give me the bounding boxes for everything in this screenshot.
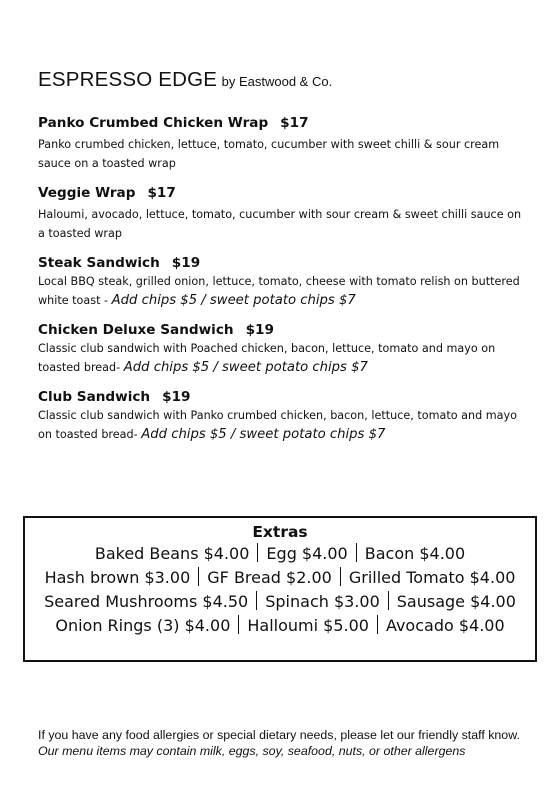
menu-item-price: $17 [280,115,309,131]
menu-item-name: Chicken Deluxe Sandwich [38,322,234,338]
extras-divider [388,591,389,610]
extras-divider [256,591,257,610]
extras-divider [238,615,239,634]
menu-item-price: $17 [147,185,176,201]
menu-item-addon: Add chips $5 / sweet potato chips $7 [141,427,386,442]
menu-items [38,114,528,455]
menu-item-description: Haloumi, avocado, lettuce, tomato, cucumber with sour cream & sweet chilli sauce on a toasted wrap [38,208,522,240]
menu-item-name: Club Sandwich [38,389,151,405]
extras-divider [198,567,199,586]
menu-item [38,184,528,243]
menu-item-description [38,339,528,377]
menu-item-name: Veggie Wrap [38,185,136,201]
extras-item: Seared Mushrooms $4.50 [44,592,249,611]
menu-item-heading [38,114,528,132]
menu-item-description-text: Classic club sandwich with Poached chicken, bacon, lettuce, tomato and mayo on toasted bread- [38,342,496,374]
extras-divider [257,543,258,562]
menu-item-addon: Add chips $5 / sweet potato chips $7 [123,360,368,375]
extras-item: Onion Rings (3) $4.00 [55,616,231,635]
extras-row [25,566,535,590]
extras-box [23,516,537,662]
menu-item-heading [38,388,528,406]
extras-item: Egg $4.00 [266,544,348,563]
extras-item: GF Bread $2.00 [207,568,332,587]
menu-item [38,388,528,444]
extras-divider [356,543,357,562]
menu-item-heading [38,321,528,339]
menu-item-price: $19 [162,389,191,405]
menu-item-description: Panko crumbed chicken, lettuce, tomato, cucumber with sweet chilli & sour cream sauce on a toasted wrap [38,138,500,170]
extras-item: Sausage $4.00 [396,592,516,611]
extras-item: Hash brown $3.00 [44,568,191,587]
allergy-notice-text: If you have any food allergies or special dietary needs, please let our friendly staff know. [38,728,520,742]
menu-item [38,254,528,310]
extras-row [25,542,535,566]
extras-divider [340,567,341,586]
extras-divider [377,615,378,634]
extras-row [25,590,535,614]
menu-item-description-text: Local BBQ steak, grilled onion, lettuce, tomato, cheese with tomato relish on buttered white toast - [38,275,520,307]
menu-item-name: Panko Crumbed Chicken Wrap [38,115,269,131]
extras-item: Avocado $4.00 [385,616,505,635]
menu-item-price: $19 [171,255,201,271]
extras-item: Grilled Tomato $4.00 [348,568,516,587]
extras-title: Extras [252,523,308,541]
extras-item: Baked Beans $4.00 [94,544,250,563]
allergy-notice [38,728,528,759]
extras-item: Bacon $4.00 [364,544,466,563]
extras-item: Halloumi $5.00 [247,616,369,635]
menu-item-description [38,272,528,310]
menu-item-price: $19 [245,322,274,338]
brand-name: ESPRESSO EDGE [38,68,218,91]
extras-row [25,614,535,638]
allergy-notice-warning: Our menu items may contain milk, eggs, soy, seafood, nuts, or other allergens [38,743,466,758]
menu-item-description-text: Classic club sandwich with Panko crumbed chicken, bacon, lettuce, tomato and mayo on toasted bread- [38,409,517,441]
menu-item-heading [38,184,528,202]
menu-item [38,114,528,173]
menu-item-heading [38,254,528,272]
menu-item [38,321,528,377]
menu-item-addon: Add chips $5 / sweet potato chips $7 [111,293,356,308]
extras-item: Spinach $3.00 [265,592,380,611]
brand-byline: by Eastwood & Co. [221,74,333,89]
menu-item-name: Steak Sandwich [38,255,160,271]
menu-item-description [38,406,528,444]
menu-title [38,68,332,92]
